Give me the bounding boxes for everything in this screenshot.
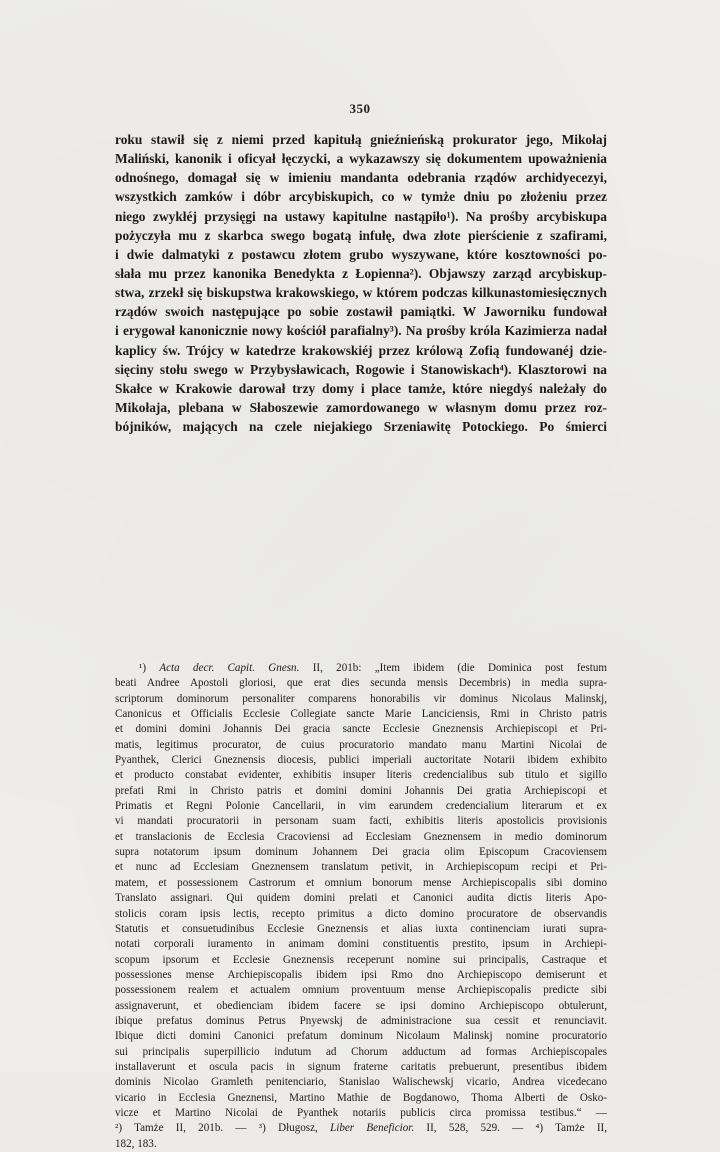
footnote-line: et nunc ad Ecclesiam Gneznensem translatum petivit, in Archiepiscopum recipi et Pri- xyxy=(115,861,607,874)
footnote-line: et translacionis de Ecclesia Cracoviensi ad Ecclesiam Gneznensem in medio dominorum xyxy=(115,830,607,843)
footnote-line: dominis Nicolao Gramleth penitenciario, Stanislao Walischewskj vicario, Andrea vicedecano xyxy=(115,1076,607,1089)
footnote-source-title: Acta decr. Capit. Gnesn. xyxy=(159,662,300,674)
text-line: rządów swoich następujące po sobie zostawił pamiątki. W Jaworniku fundował xyxy=(115,304,607,320)
footnote-line: Pyanthek, Clerici Gneznensis diocesis, publici imperiali auctoritate Notarii ibidem exhibito xyxy=(115,754,607,767)
text-line: roku stawił się z niemi przed kapitułą gnieźnieńską prokurator jego, Mikołaj xyxy=(115,132,607,147)
footnote-line: possessionem realem et actualem omnium proventuum mense Archiepiscopalis predicte sibi xyxy=(115,984,607,997)
footnote-line: vicze et Martino Nicolai de Pyanthek notariis publicis circa promissa testibus.“ — xyxy=(115,1106,607,1119)
footnote-2-marker: ²) xyxy=(115,1122,123,1135)
footnote-line: ibique prefatus dominus Petrus Pnyewskj de administracione sua cessit et renunciavit. xyxy=(115,1014,607,1027)
footnote-line: vicario in Ecclesia Gneznensi, Martino Mathie de Bogdanowo, Thoma Alberti de Osko- xyxy=(115,1091,607,1104)
footnote-line: et domini domini Johannis Dei gracia sancte Ecclesie Gneznensis Archiepiscopi et Pri- xyxy=(115,723,607,736)
footnote-line: vi mandati procuratorii in personam suam facti, exhibitis literis apostolicis provisionis xyxy=(115,815,607,828)
footnote-line: stolicis coram ipsis lectis, recepto primitus a dicto domino procuratore de observandis xyxy=(115,907,607,920)
text-line: niego zwykłéj przysięgi na ustawy kapitulne nastąpiło¹). Na prośby arcybiskupa xyxy=(115,208,607,224)
footnote-3-author: Długosz, xyxy=(278,1122,318,1135)
footnote-marker: ¹) xyxy=(139,662,147,674)
text-line: słała mu przez kanonika Benedykta z Łopienna²). Objawszy zarząd arcybiskup- xyxy=(115,265,607,281)
footnote-refs-line xyxy=(115,1121,607,1136)
text-line: Mikołaja, plebana w Słaboszewie zamordowanego w własnym domu przez roz- xyxy=(115,399,607,415)
footnote-line: installaverunt et oscula pacis in signum fraterne caritatis prebuerunt, presentibus ibidem xyxy=(115,1060,607,1073)
footnote-line: scriptorum dominorum personaliter comparens honorabilis vir dominus Nicolaus Malinskj, xyxy=(115,692,607,705)
text-line: Maliński, kanonik i oficyał łęczycki, a wykazawszy się dokumentem upoważnienia xyxy=(115,151,607,167)
footnote-line: assignaverunt, et obedienciam ibidem facere se ipsi domino Archiepiscopo obtulerunt, xyxy=(115,999,607,1012)
footnote-line: et producto constabat evidenter, exhibitis insuper literis credencialibus sub titulo et sigillo xyxy=(115,769,607,782)
main-text-block xyxy=(115,130,607,436)
footnote-4-marker: ⁴) xyxy=(535,1122,544,1135)
text-line: i dwie dalmatyki z postawcu złotem grubo wyszywane, które kosztowności po- xyxy=(115,246,607,262)
text-line: Skałce w Krakowie darował trzy domy i place tamże, które niegdyś należały do xyxy=(115,380,607,396)
footnote-3-title: Liber Beneficior. xyxy=(330,1122,415,1135)
footnote-4-text: Tamże II, xyxy=(555,1122,607,1135)
footnote-line: Statutis et consuetudinibus Ecclesie Gneznensis et alias iuxta continenciam iurati supra- xyxy=(115,922,607,935)
footnote-1-first-line xyxy=(115,661,607,676)
footnote-line: Primatis et Regni Polonie Cancellarii, in vim earundem credencialium literarum et ex xyxy=(115,800,607,813)
footnote-line: matis, legitimus procurator, de cuius procuratorio mandato manu Martini Nicolai de xyxy=(115,738,607,751)
footnote-3-marker: ³) xyxy=(258,1122,266,1135)
footnote-line: Canonicus et Officialis Ecclesie Collegiate sancte Marie Lanciciensis, Rmi in Christo patris xyxy=(115,708,607,721)
footnote-line: notati corporali iuramento in animam domini constituentis prestito, ipsum in Archiepi- xyxy=(115,938,607,951)
footnote-line: Translato assignari. Qui quidem domini prelati et Canonici audita dictis literis Apo- xyxy=(115,892,607,905)
footnote-4-continuation: 182, 183. xyxy=(115,1137,157,1150)
text-line: wszystkich zamków i dóbr arcybiskupich, co w tymże dniu po złożeniu przez xyxy=(115,189,607,205)
text-line: stwa, zrzekł się biskupstwa krakowskiego, w którem podczas kilkunastomiesięcznych xyxy=(115,285,607,301)
text-line: kaplicy św. Trójcy w katedrze krakowskiéj przez królową Zofią fundowanéj dzie- xyxy=(115,342,607,358)
footnote-3-text: II, 528, 529. — xyxy=(426,1122,524,1135)
text-line: pożyczyła mu z skarbca swego bogatą infułę, dwa złote pierścienie z szafirami, xyxy=(115,227,607,243)
page-number: 350 xyxy=(349,101,371,116)
footnote-line: supra notatorum ipsum dominum Johannem Dei gracia olim Episcopum Cracoviensem xyxy=(115,846,607,859)
footnote-source-ref: II, 201b: xyxy=(312,662,362,674)
footnote-line: scopum ipsorum et Ecclesie Gneznensis receperunt nomine sui principalis, Castraque et xyxy=(115,953,607,966)
text-line: i erygował kanonicznie nowy kościół parafialny³). Na prośby króla Kazimierza nadał xyxy=(115,323,607,339)
text-line: odnośnego, domagał się w imieniu mandanta odebrania rządów archidyecezyi, xyxy=(115,170,607,186)
footnotes-block xyxy=(115,661,607,1152)
footnote-line: sui principalis superpillicio indutum ad Chorum adductum ad formas Archiepiscopales xyxy=(115,1045,607,1058)
footnote-2-text: Tamże II, 201b. — xyxy=(134,1122,247,1135)
footnote-line: beati Andree Apostoli gloriosi, que erat dies secunda mensis Decembris) in media supra- xyxy=(115,677,607,690)
footnote-text: „Item ibidem (die Dominica post festum xyxy=(374,662,607,674)
footnote-line: prefati Rmi in Christo patris et domini domini Johannis Dei gratia Archiepiscopi et xyxy=(115,784,607,797)
footnote-line: possessiones mense Archiepiscopalis ibidem ipsi Rmo dno Archiepiscopo demiserunt et xyxy=(115,968,607,981)
footnote-line: Ibique dicti domini Canonici prefatum dominum Nicolaum Malinskj nomine procuratorio xyxy=(115,1030,607,1043)
footnote-line: matem, et possessionem Castrorum et omnium bonorum mense Archiepiscopalis sibi domino xyxy=(115,876,607,889)
text-line: bójników, mających na czele niejakiego Srzeniawitę Potockiego. Po śmierci xyxy=(115,419,607,435)
text-line: sięciny stołu swego w Przybysławicach, Rogowie i Stanowiskach⁴). Klasztorowi na xyxy=(115,361,607,377)
